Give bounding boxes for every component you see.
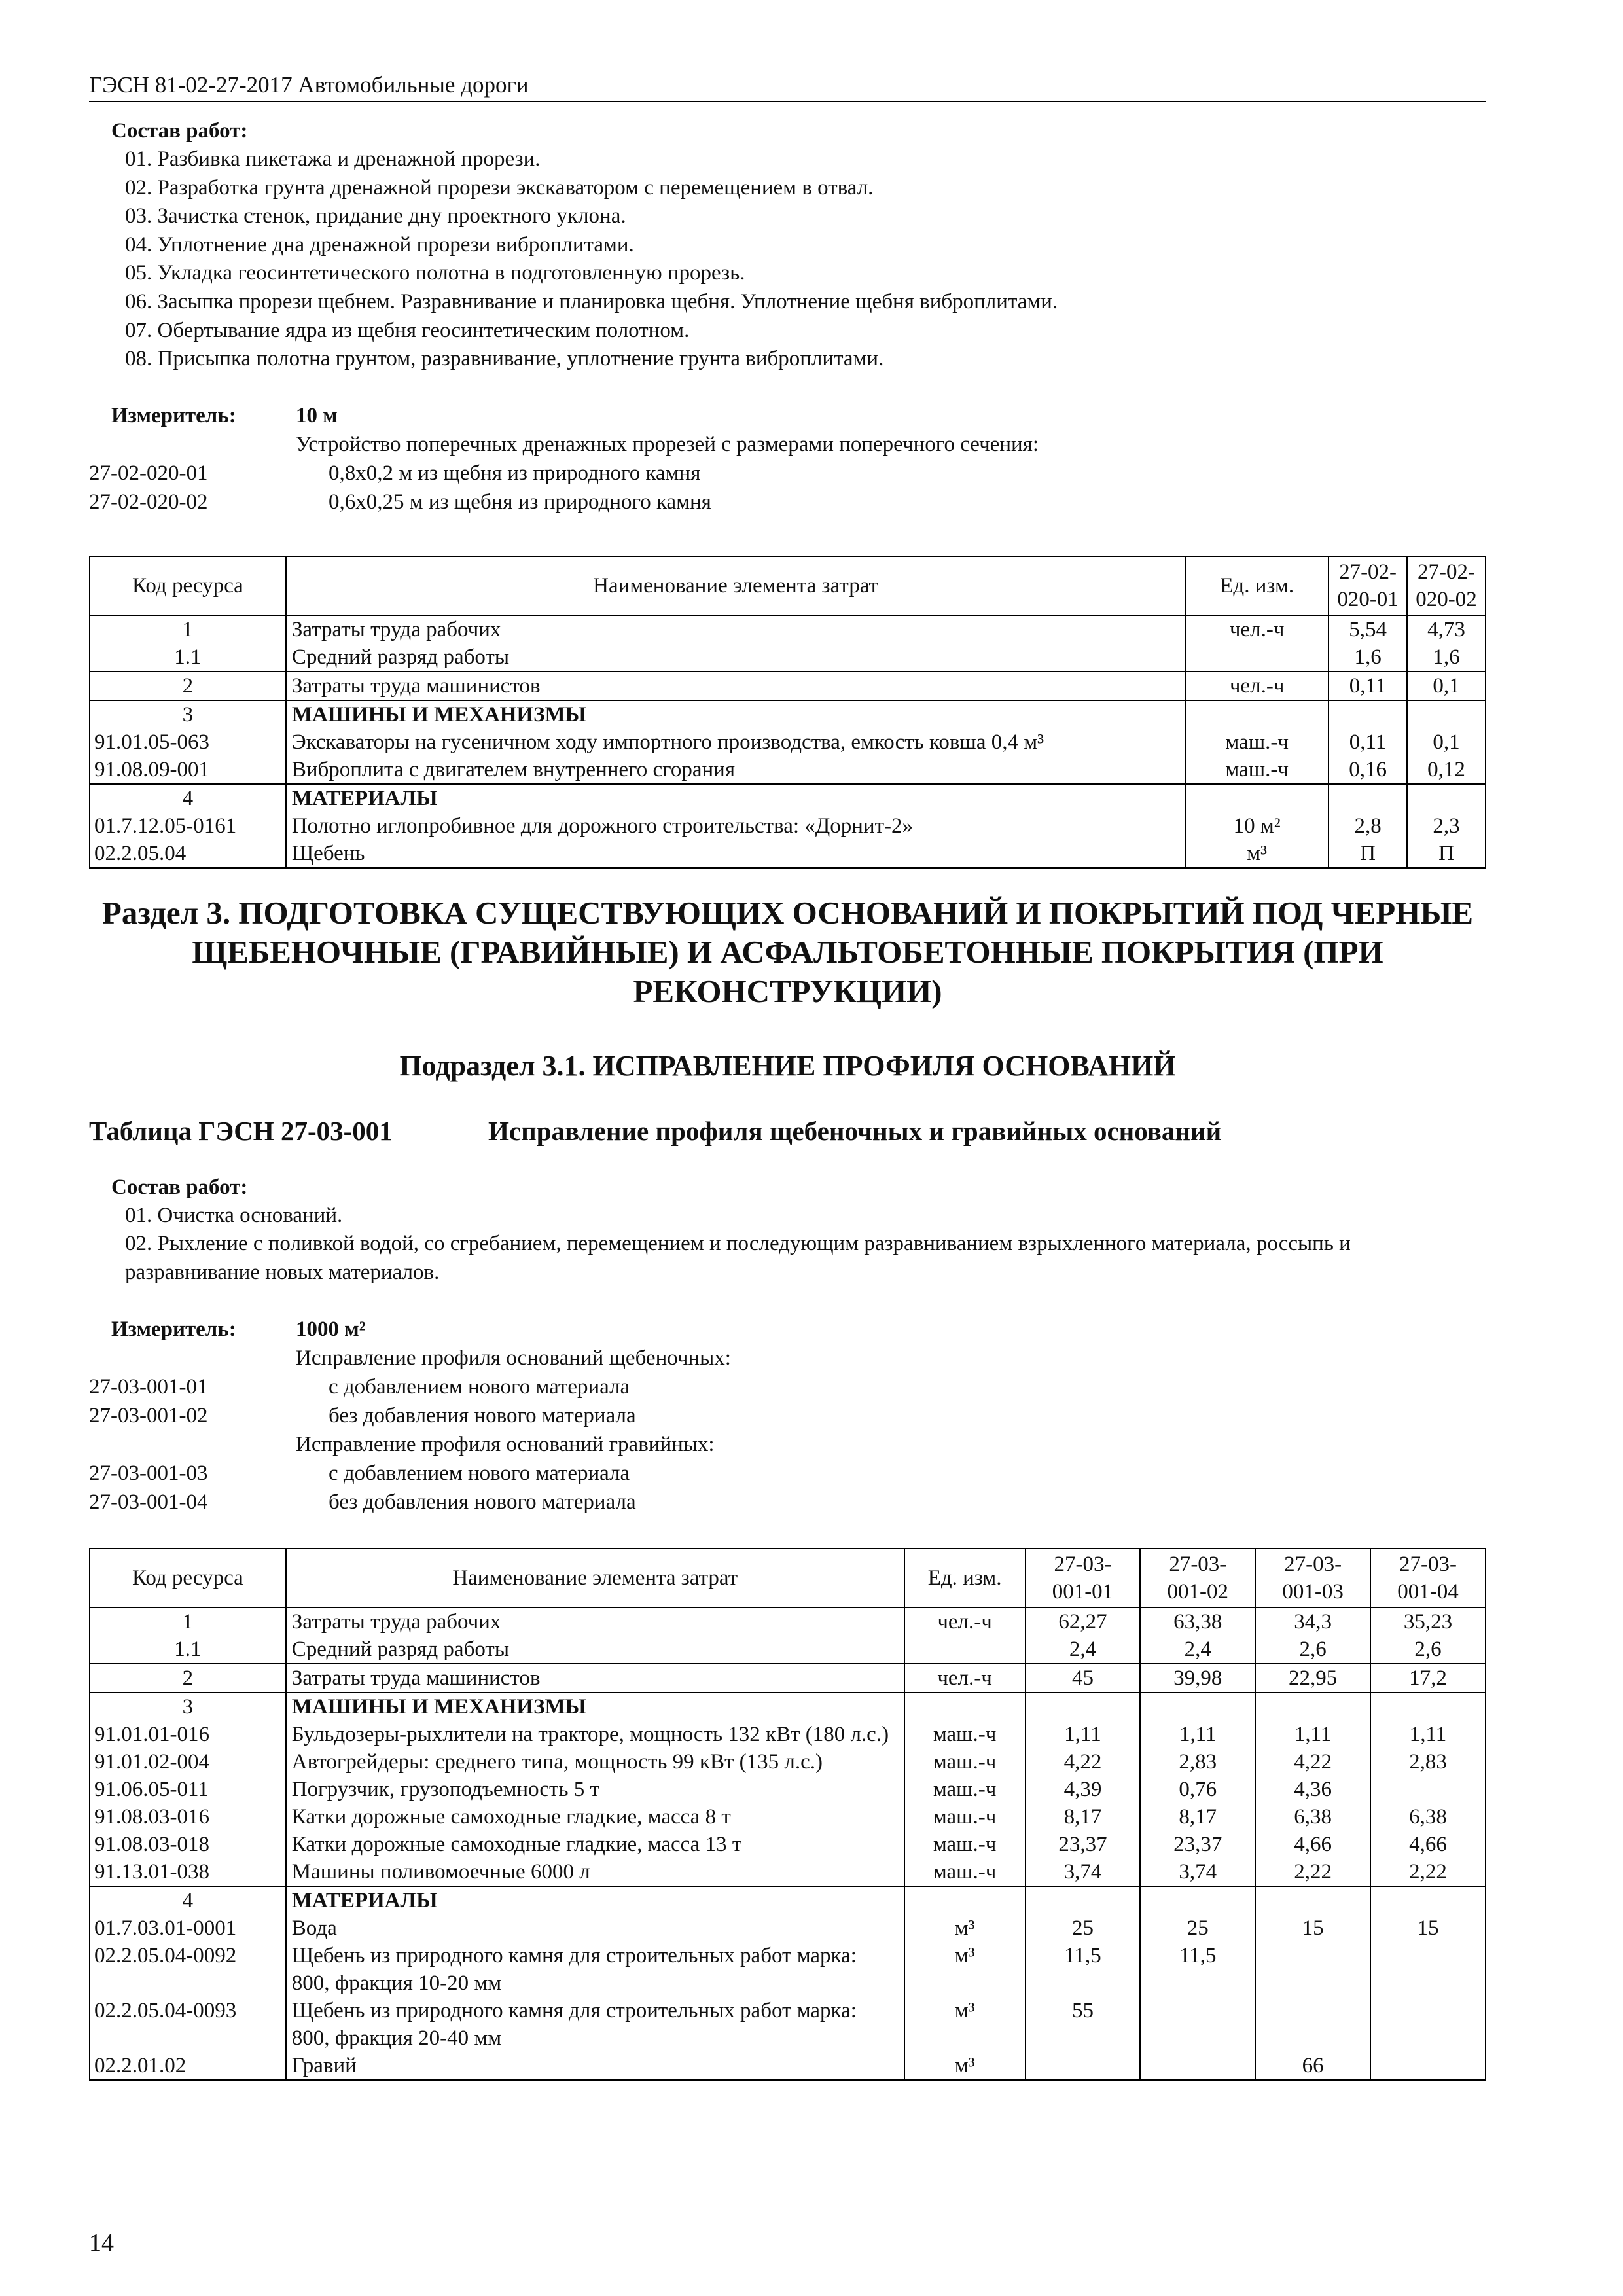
resource-unit: маш.-ч [904, 1748, 1026, 1776]
norm-value: 1,6 [1407, 643, 1486, 672]
table-row [90, 728, 1486, 756]
col-header-line: 27-03- [1284, 1552, 1342, 1576]
variant-code [89, 1344, 296, 1372]
meter-block-1 [89, 401, 1486, 516]
variant-row [89, 1344, 1486, 1372]
norm-value [1140, 1997, 1255, 2052]
table-row [90, 615, 1486, 643]
table-row [90, 2052, 1486, 2080]
table-row [90, 1914, 1486, 1942]
variant-text: без добавления нового материала [329, 1490, 636, 1514]
norm-value: 1,11 [1140, 1721, 1255, 1748]
resource-name: Бульдозеры-рыхлители на тракторе, мощность 132 кВт (180 л.с.) [286, 1721, 904, 1748]
resource-name: Машины поливомоечные 6000 л [286, 1858, 904, 1886]
norm-value: 4,73 [1407, 615, 1486, 643]
resource-code: 2 [90, 1664, 286, 1693]
norm-value: 23,37 [1026, 1831, 1141, 1858]
composition-item: 01. Разбивка пикетажа и дренажной прорези. [125, 147, 541, 171]
col-header-name: Наименование элемента затрат [286, 1549, 904, 1607]
norm-value: 15 [1370, 1914, 1486, 1942]
resource-name: МАШИНЫ И МЕХАНИЗМЫ [286, 700, 1185, 728]
subsection-title: Подраздел 3.1. ИСПРАВЛЕНИЕ ПРОФИЛЯ ОСНОВАНИЙ [399, 1049, 1176, 1082]
norm-value: 22,95 [1255, 1664, 1370, 1693]
variant-text: Исправление профиля оснований щебеночных: [296, 1346, 731, 1370]
col-header-code: Код ресурса [90, 556, 286, 615]
resource-name: МАТЕРИАЛЫ [286, 784, 1185, 812]
norm-value [1370, 1693, 1486, 1721]
meter-unit: 1000 м² [296, 1317, 366, 1341]
norm-value [1407, 700, 1486, 728]
col-header-line: 001-04 [1397, 1579, 1459, 1604]
resource-name: Щебень [286, 840, 1185, 868]
norm-value [1026, 1693, 1141, 1721]
variant-code: 27-02-020-01 [89, 461, 208, 485]
norm-value: 2,4 [1026, 1636, 1141, 1664]
norm-value: 2,83 [1370, 1748, 1486, 1776]
col-header-unit: Ед. изм. [904, 1549, 1026, 1607]
norm-value: 35,23 [1370, 1607, 1486, 1636]
norm-value: 1,11 [1370, 1721, 1486, 1748]
table-row [90, 700, 1486, 728]
col-header-line: 020-01 [1337, 587, 1399, 611]
resource-name: МАТЕРИАЛЫ [286, 1886, 904, 1914]
col-header-unit: Ед. изм. [1185, 556, 1329, 615]
table-row [90, 1803, 1486, 1831]
resource-unit: чел.-ч [1185, 615, 1329, 643]
variant-text: с добавлением нового материала [329, 1461, 630, 1485]
resource-code: 01.7.03.01-0001 [90, 1914, 286, 1942]
col-header-line: 27-02- [1339, 560, 1397, 584]
col-header-norm [1329, 556, 1407, 615]
composition-title: Состав работ: [111, 119, 248, 143]
meter-block-2 [89, 1315, 1486, 1516]
table-row [90, 1831, 1486, 1858]
meter-label: Измеритель: [111, 403, 236, 427]
variant-row [89, 488, 1486, 516]
norm-value: 2,6 [1255, 1636, 1370, 1664]
table-row [90, 643, 1486, 672]
variant-row [89, 1401, 1486, 1430]
col-header-line: 27-03- [1054, 1552, 1112, 1576]
composition-item: 08. Присыпка полотна грунтом, разравнивание, уплотнение грунта виброплитами. [125, 347, 884, 371]
norm-value: 0,1 [1407, 672, 1486, 700]
norm-value: 62,27 [1026, 1607, 1141, 1636]
norm-value: 2,6 [1370, 1636, 1486, 1664]
composition-item: 02. Рыхление с поливкой водой, со сгребанием, перемещением и последующим разравниванием взрыхленного материала, россыпь и разравнивание новых материалов. [125, 1232, 1351, 1284]
resource-name: Затраты труда рабочих [286, 1607, 904, 1636]
resource-code: 91.01.01-016 [90, 1721, 286, 1748]
table-row [90, 1693, 1486, 1721]
variant-text: Исправление профиля оснований гравийных: [296, 1432, 715, 1456]
resource-unit: маш.-ч [904, 1803, 1026, 1831]
col-header-norm [1370, 1549, 1486, 1607]
resource-name: Щебень из природного камня для строительных работ марка: 800, фракция 20-40 мм [286, 1997, 904, 2052]
resource-code: 91.08.09-001 [90, 756, 286, 784]
variant-text: без добавления нового материала [329, 1403, 636, 1427]
resource-code: 91.06.05-011 [90, 1776, 286, 1803]
resource-unit [1185, 643, 1329, 672]
resource-unit: маш.-ч [904, 1831, 1026, 1858]
norm-value: 17,2 [1370, 1664, 1486, 1693]
resource-unit [904, 1886, 1026, 1914]
resource-code: 02.2.05.04-0092 [90, 1942, 286, 1997]
table-title: Исправление профиля щебеночных и гравийных оснований [488, 1115, 1222, 1146]
norm-value: 0,76 [1140, 1776, 1255, 1803]
norm-value: 0,1 [1407, 728, 1486, 756]
norm-value: 4,36 [1255, 1776, 1370, 1803]
norm-value: 2,22 [1255, 1858, 1370, 1886]
table-row [90, 1776, 1486, 1803]
norm-value: 0,12 [1407, 756, 1486, 784]
norm-value: 0,16 [1329, 756, 1407, 784]
table-row [90, 1997, 1486, 2052]
norm-value: 34,3 [1255, 1607, 1370, 1636]
resource-name: Погрузчик, грузоподъемность 5 т [286, 1776, 904, 1803]
col-header-norm [1026, 1549, 1141, 1607]
table-heading [89, 1115, 1486, 1147]
norm-value [1140, 1693, 1255, 1721]
resource-unit [904, 1636, 1026, 1664]
resource-name: Катки дорожные самоходные гладкие, масса 13 т [286, 1831, 904, 1858]
resource-name: Экскаваторы на гусеничном ходу импортного производства, емкость ковша 0,4 м³ [286, 728, 1185, 756]
resource-name: МАШИНЫ И МЕХАНИЗМЫ [286, 1693, 904, 1721]
norm-value: 0,11 [1329, 728, 1407, 756]
norm-value [1140, 2052, 1255, 2080]
document-page [89, 72, 1486, 2081]
norm-value: 8,17 [1026, 1803, 1141, 1831]
composition-item: 05. Укладка геосинтетического полотна в подготовленную прорезь. [125, 261, 745, 285]
variant-code: 27-03-001-03 [89, 1461, 208, 1485]
meter-description: Устройство поперечных дренажных прорезей с размерами поперечного сечения: [296, 432, 1039, 456]
resource-code: 1.1 [90, 1636, 286, 1664]
resource-unit: маш.-ч [904, 1776, 1026, 1803]
resource-name: Вода [286, 1914, 904, 1942]
norm-value [1370, 1942, 1486, 1997]
norm-value: 4,66 [1370, 1831, 1486, 1858]
table-row [90, 1664, 1486, 1693]
resource-code: 1 [90, 615, 286, 643]
resource-code: 4 [90, 784, 286, 812]
variant-code: 27-02-020-02 [89, 490, 208, 514]
table-row [90, 784, 1486, 812]
norm-value: 1,11 [1026, 1721, 1141, 1748]
variant-list [89, 459, 1486, 516]
resource-unit [1185, 700, 1329, 728]
resource-unit: чел.-ч [904, 1607, 1026, 1636]
variant-text: 0,6х0,25 м из щебня из природного камня [329, 490, 711, 514]
resource-name: Гравий [286, 2052, 904, 2080]
resource-name: Затраты труда машинистов [286, 1664, 904, 1693]
variant-text: с добавлением нового материала [329, 1374, 630, 1399]
resource-name: Средний разряд работы [286, 643, 1185, 672]
composition-title: Состав работ: [111, 1175, 248, 1199]
variant-text: 0,8х0,2 м из щебня из природного камня [329, 461, 701, 485]
resource-code: 91.01.02-004 [90, 1748, 286, 1776]
norm-value: 63,38 [1140, 1607, 1255, 1636]
norm-value: 55 [1026, 1997, 1141, 2052]
norm-value: 11,5 [1140, 1942, 1255, 1997]
table-row [90, 812, 1486, 840]
table-row [90, 756, 1486, 784]
resource-name: Затраты труда рабочих [286, 615, 1185, 643]
resource-code: 3 [90, 1693, 286, 1721]
col-header-norm [1140, 1549, 1255, 1607]
norm-value [1140, 1886, 1255, 1914]
composition-block-2 [89, 1173, 1486, 1287]
composition-item: 03. Зачистка стенок, придание дну проектного уклона. [125, 204, 626, 228]
resource-table-2 [89, 1548, 1486, 2081]
meter-unit: 10 м [296, 403, 338, 427]
resource-name: Средний разряд работы [286, 1636, 904, 1664]
norm-value: 3,74 [1026, 1858, 1141, 1886]
resource-unit: м³ [904, 1914, 1026, 1942]
resource-unit: маш.-ч [904, 1721, 1026, 1748]
norm-value [1026, 1886, 1141, 1914]
meter-label: Измеритель: [111, 1317, 236, 1341]
variant-code: 27-03-001-04 [89, 1490, 208, 1514]
resource-unit: чел.-ч [904, 1664, 1026, 1693]
section-title: Раздел 3. ПОДГОТОВКА СУЩЕСТВУЮЩИХ ОСНОВАНИЙ И ПОКРЫТИЙ ПОД ЧЕРНЫЕ ЩЕБЕНОЧНЫЕ (ГРАВИЙНЫЕ) И АСФАЛЬТОБЕТОННЫЕ ПОКРЫТИЯ (ПРИ РЕКОНСТРУКЦИИ) [101, 894, 1474, 1009]
norm-value: 4,22 [1026, 1748, 1141, 1776]
resource-code: 02.2.05.04-0093 [90, 1997, 286, 2052]
norm-value [1370, 1997, 1486, 2052]
col-header-line: 020-02 [1416, 587, 1477, 611]
table-row [90, 1748, 1486, 1776]
resource-unit: м³ [1185, 840, 1329, 868]
composition-item: 04. Уплотнение дна дренажной прорези виброплитами. [125, 232, 634, 257]
resource-unit: чел.-ч [1185, 672, 1329, 700]
table-row [90, 1607, 1486, 1636]
norm-value: 1,6 [1329, 643, 1407, 672]
resource-table-1 [89, 556, 1486, 869]
variant-row [89, 459, 1486, 488]
norm-value [1255, 1693, 1370, 1721]
col-header-norm [1407, 556, 1486, 615]
norm-value: 2,22 [1370, 1858, 1486, 1886]
resource-unit: м³ [904, 2052, 1026, 2080]
variant-list [89, 1344, 1486, 1516]
col-header-norm [1255, 1549, 1370, 1607]
norm-value: П [1407, 840, 1486, 868]
resource-code: 2 [90, 672, 286, 700]
resource-unit: м³ [904, 1942, 1026, 1997]
resource-code: 4 [90, 1886, 286, 1914]
col-header-line: 001-01 [1052, 1579, 1114, 1604]
resource-unit: м³ [904, 1997, 1026, 2052]
resource-code: 91.08.03-018 [90, 1831, 286, 1858]
variant-code: 27-03-001-02 [89, 1403, 208, 1427]
norm-value: 2,3 [1407, 812, 1486, 840]
norm-value: 2,4 [1140, 1636, 1255, 1664]
composition-item: 02. Разработка грунта дренажной прорези экскаватором с перемещением в отвал. [125, 175, 874, 200]
table-row [90, 840, 1486, 868]
col-header-name: Наименование элемента затрат [286, 556, 1185, 615]
resource-unit [904, 1693, 1026, 1721]
table-row [90, 1858, 1486, 1886]
resource-code: 3 [90, 700, 286, 728]
table-row [90, 1886, 1486, 1914]
resource-unit: 10 м² [1185, 812, 1329, 840]
resource-name: Автогрейдеры: среднего типа, мощность 99 кВт (135 л.с.) [286, 1748, 904, 1776]
norm-value: 2,83 [1140, 1748, 1255, 1776]
norm-value: 2,8 [1329, 812, 1407, 840]
col-header-line: 27-02- [1418, 560, 1475, 584]
norm-value [1255, 1886, 1370, 1914]
variant-row [89, 1430, 1486, 1459]
norm-value: П [1329, 840, 1407, 868]
composition-list [89, 1202, 1486, 1287]
norm-value: 4,22 [1255, 1748, 1370, 1776]
resource-code: 01.7.12.05-0161 [90, 812, 286, 840]
norm-value: 6,38 [1370, 1803, 1486, 1831]
resource-code: 91.08.03-016 [90, 1803, 286, 1831]
resource-code: 91.01.05-063 [90, 728, 286, 756]
norm-value: 25 [1140, 1914, 1255, 1942]
norm-value [1370, 2052, 1486, 2080]
norm-value: 1,11 [1255, 1721, 1370, 1748]
variant-row [89, 1372, 1486, 1401]
col-header-line: 001-02 [1167, 1579, 1229, 1604]
norm-value: 3,74 [1140, 1858, 1255, 1886]
resource-code: 02.2.01.02 [90, 2052, 286, 2080]
resource-code: 1.1 [90, 643, 286, 672]
composition-item: 06. Засыпка прорези щебнем. Разравнивание и планировка щебня. Уплотнение щебня виброплитами. [125, 289, 1058, 314]
table-row [90, 1942, 1486, 1997]
norm-value [1255, 1997, 1370, 2052]
norm-value [1407, 784, 1486, 812]
table-row [90, 1636, 1486, 1664]
table-code: Таблица ГЭСН 27-03-001 [89, 1115, 393, 1146]
page-number: 14 [89, 2229, 114, 2257]
norm-value: 4,39 [1026, 1776, 1141, 1803]
resource-unit: маш.-ч [1185, 728, 1329, 756]
col-header-line: 27-03- [1399, 1552, 1457, 1576]
table-row [90, 1721, 1486, 1748]
composition-block-1 [89, 117, 1486, 374]
table-row [90, 672, 1486, 700]
norm-value [1329, 700, 1407, 728]
resource-unit [1185, 784, 1329, 812]
norm-value [1026, 2052, 1141, 2080]
variant-row [89, 1459, 1486, 1488]
composition-list [89, 145, 1486, 374]
composition-item: 01. Очистка оснований. [125, 1203, 343, 1227]
norm-value: 8,17 [1140, 1803, 1255, 1831]
norm-value: 25 [1026, 1914, 1141, 1942]
variant-row [89, 1488, 1486, 1516]
resource-unit: маш.-ч [1185, 756, 1329, 784]
resource-unit: маш.-ч [904, 1858, 1026, 1886]
col-header-code: Код ресурса [90, 1549, 286, 1607]
composition-item: 07. Обертывание ядра из щебня геосинтетическим полотном. [125, 318, 690, 342]
resource-name: Затраты труда машинистов [286, 672, 1185, 700]
norm-value [1255, 1942, 1370, 1997]
resource-name: Щебень из природного камня для строительных работ марка: 800, фракция 10-20 мм [286, 1942, 904, 1997]
norm-value: 45 [1026, 1664, 1141, 1693]
norm-value: 66 [1255, 2052, 1370, 2080]
col-header-line: 27-03- [1169, 1552, 1227, 1576]
col-header-line: 001-03 [1282, 1579, 1344, 1604]
resource-name: Катки дорожные самоходные гладкие, масса 8 т [286, 1803, 904, 1831]
resource-code: 91.13.01-038 [90, 1858, 286, 1886]
resource-name: Виброплита с двигателем внутреннего сгорания [286, 756, 1185, 784]
norm-value: 4,66 [1255, 1831, 1370, 1858]
norm-value [1370, 1776, 1486, 1803]
norm-value: 6,38 [1255, 1803, 1370, 1831]
resource-code: 1 [90, 1607, 286, 1636]
resource-code: 02.2.05.04 [90, 840, 286, 868]
norm-value: 23,37 [1140, 1831, 1255, 1858]
norm-value: 15 [1255, 1914, 1370, 1942]
norm-value [1329, 784, 1407, 812]
variant-code [89, 1430, 296, 1459]
norm-value [1370, 1886, 1486, 1914]
resource-name: Полотно иглопробивное для дорожного строительства: «Дорнит-2» [286, 812, 1185, 840]
running-header: ГЭСН 81-02-27-2017 Автомобильные дороги [89, 72, 1486, 102]
norm-value: 11,5 [1026, 1942, 1141, 1997]
variant-code: 27-03-001-01 [89, 1374, 208, 1399]
norm-value: 5,54 [1329, 615, 1407, 643]
norm-value: 0,11 [1329, 672, 1407, 700]
norm-value: 39,98 [1140, 1664, 1255, 1693]
